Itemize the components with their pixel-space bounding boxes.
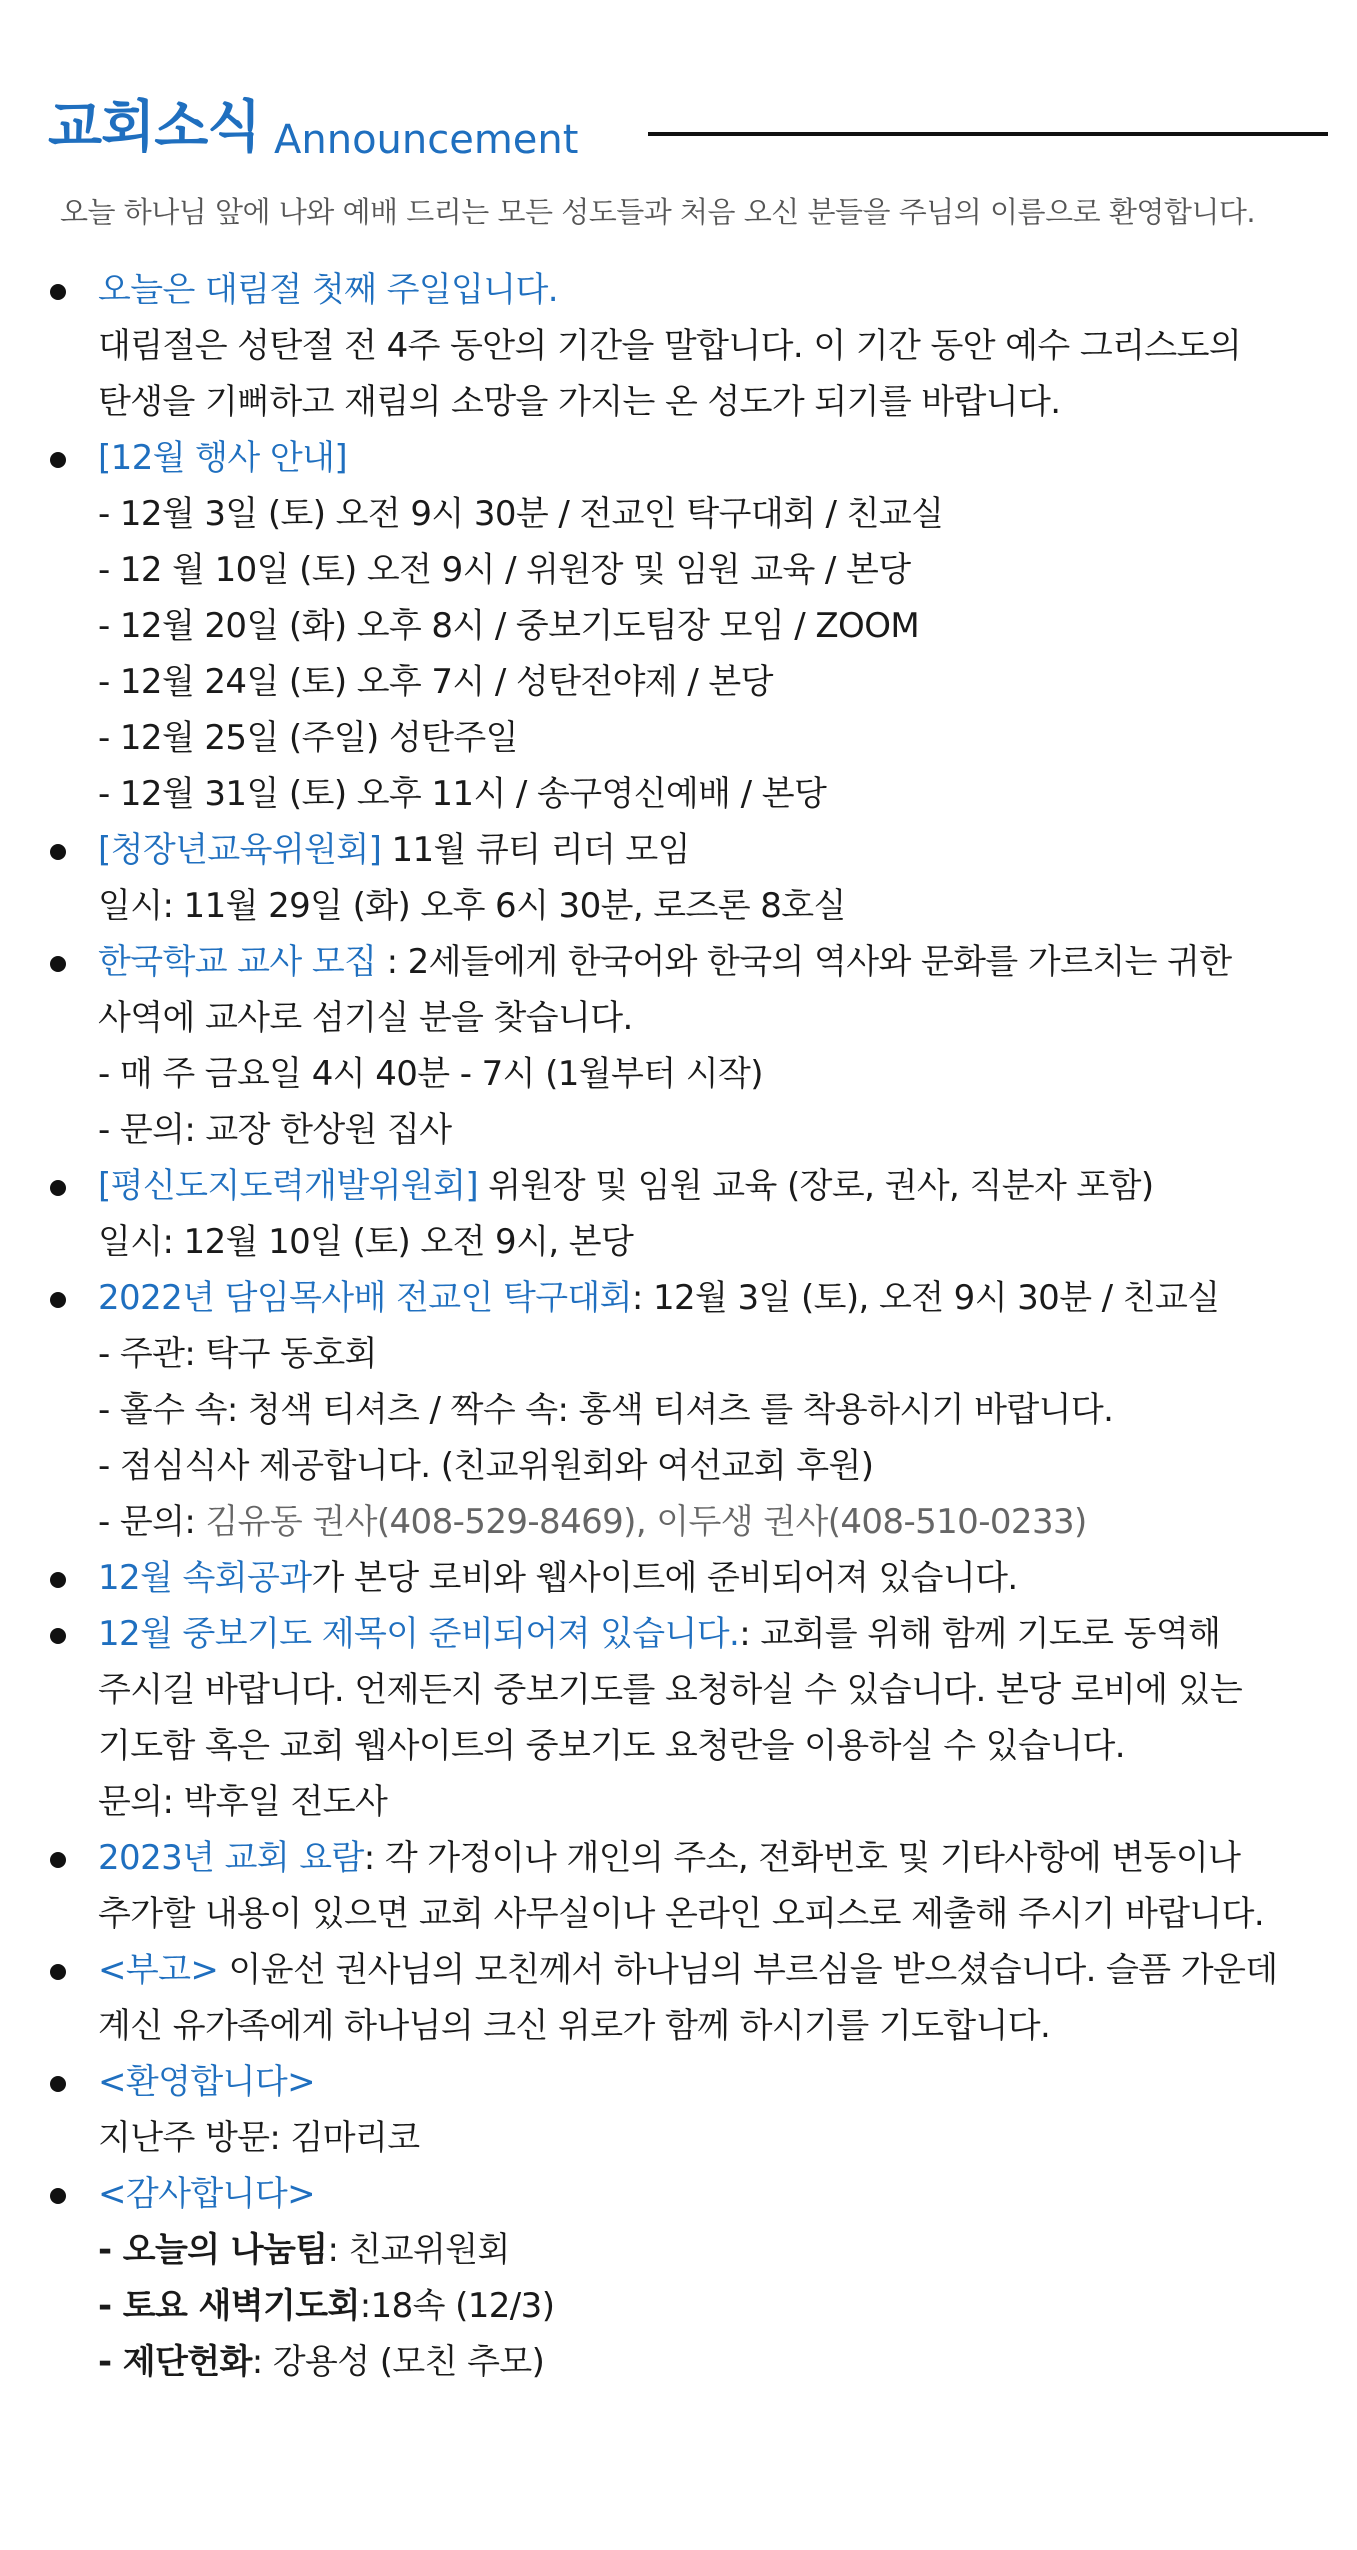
- item-text: 추가할 내용이 있으면 교회 사무실이나 온라인 오피스로 제출해 주시기 바랍니다.: [98, 1894, 1265, 1934]
- item-heading-rest: : 12월 3일 (토), 오전 9시 30분 / 친교실: [631, 1278, 1220, 1318]
- item-text: 일시: 11월 29일 (화) 오후 6시 30분, 로즈론 8호실: [98, 886, 846, 926]
- list-item-advent: [0, 262, 1318, 430]
- item-heading-rest: : 교회를 위해 함께 기도로 동역해: [739, 1614, 1221, 1654]
- item-text: 사역에 교사로 섬기실 분을 찾습니다.: [98, 998, 633, 1038]
- item-text: 일시: 12월 10일 (토) 오전 9시, 본당: [98, 1222, 634, 1262]
- item-text: - 매 주 금요일 4시 40분 - 7시 (1월부터 시작): [98, 1054, 763, 1094]
- event-line: - 12 월 10일 (토) 오전 9시 / 위원장 및 임원 교육 / 본당: [98, 550, 911, 590]
- bullet-icon: [50, 2076, 66, 2092]
- page-title: 교회소식: [48, 95, 261, 160]
- bullet-icon: [50, 1852, 66, 1868]
- event-line: - 12월 3일 (토) 오전 9시 30분 / 전교인 탁구대회 / 친교실: [98, 494, 944, 534]
- bullet-icon: [50, 2188, 66, 2204]
- list-item-class-lesson: [0, 1550, 1318, 1606]
- bullet-icon: [50, 452, 66, 468]
- thanks-label: - 제단헌화: [98, 2342, 252, 2382]
- item-text: 대림절은 성탄절 전 4주 동안의 기간을 말합니다. 이 기간 동안 예수 그리스도의: [98, 326, 1242, 366]
- thanks-value: : 강용성 (모친 추모): [251, 2342, 545, 2382]
- thanks-value: : 친교위원회: [327, 2230, 510, 2270]
- item-text: - 점심식사 제공합니다. (친교위원회와 여선교회 후원): [98, 1446, 874, 1486]
- thanks-label: - 오늘의 나눔팀: [98, 2230, 328, 2270]
- item-text: 지난주 방문: 김마리코: [98, 2118, 420, 2158]
- item-heading: 2023년 교회 요람: [98, 1838, 364, 1878]
- bullet-icon: [50, 284, 66, 300]
- bullet-icon: [50, 1180, 66, 1196]
- event-line: - 12월 24일 (토) 오후 7시 / 성탄전야제 / 본당: [98, 662, 773, 702]
- contact-value: 김유동 권사(408-529-8469), 이두생 권사(408-510-0233): [205, 1502, 1087, 1542]
- list-item-korean-school: [0, 934, 1318, 1158]
- thanks-value: :18속 (12/3): [359, 2286, 555, 2326]
- item-heading: <환영합니다>: [98, 2062, 315, 2102]
- item-text: 계신 유가족에게 하나님의 크신 위로가 함께 하시기를 기도합니다.: [98, 2006, 1051, 2046]
- list-item-welcome: [0, 2054, 1318, 2166]
- title-divider: [648, 132, 1328, 136]
- page-subtitle: Announcement: [274, 117, 579, 163]
- item-text: 주시길 바랍니다. 언제든지 중보기도를 요청하실 수 있습니다. 본당 로비에 있는: [98, 1670, 1243, 1710]
- bullet-icon: [50, 1628, 66, 1644]
- item-text: 기도함 혹은 교회 웹사이트의 중보기도 요청란을 이용하실 수 있습니다.: [98, 1726, 1125, 1766]
- bullet-icon: [50, 1572, 66, 1588]
- item-heading: <감사합니다>: [98, 2174, 315, 2214]
- list-item-young-adult-education: [0, 822, 1318, 934]
- item-heading: 한국학교 교사 모집: [98, 942, 377, 982]
- item-heading-rest: 이윤선 권사님의 모친께서 하나님의 부르심을 받으셨습니다. 슬픔 가운데: [218, 1950, 1278, 1990]
- item-heading-rest: : 2세들에게 한국어와 한국의 역사와 문화를 가르치는 귀한: [376, 942, 1232, 982]
- event-line: - 12월 31일 (토) 오후 11시 / 송구영신예배 / 본당: [98, 774, 827, 814]
- item-heading-rest: 11월 큐티 리더 모임: [381, 830, 690, 870]
- item-text: 문의: 박후일 전도사: [98, 1782, 388, 1822]
- welcome-intro: 오늘 하나님 앞에 나와 예배 드리는 모든 성도들과 처음 오신 분들을 주님의 이름으로 환영합니다.: [60, 195, 1256, 229]
- event-line: - 12월 20일 (화) 오후 8시 / 중보기도팀장 모임 / ZOOM: [98, 606, 920, 646]
- item-heading: 오늘은 대림절 첫째 주일입니다.: [98, 270, 559, 310]
- announcement-list: [0, 262, 1357, 2390]
- event-line: - 12월 25일 (주일) 성탄주일: [98, 718, 518, 758]
- list-item-december-events: [0, 430, 1318, 822]
- bullet-icon: [50, 956, 66, 972]
- header: [48, 88, 1328, 168]
- bullet-icon: [50, 844, 66, 860]
- list-item-thanks: [0, 2166, 1318, 2390]
- list-item-lay-leadership: [0, 1158, 1318, 1270]
- item-heading: 12월 중보기도 제목이 준비되어져 있습니다.: [98, 1614, 740, 1654]
- thanks-label: - 토요 새벽기도회: [98, 2286, 360, 2326]
- item-heading: [청장년교육위원회]: [98, 830, 382, 870]
- bullet-icon: [50, 1964, 66, 1980]
- list-item-obituary: [0, 1942, 1318, 2054]
- item-text: 탄생을 기뻐하고 재림의 소망을 가지는 온 성도가 되기를 바랍니다.: [98, 382, 1061, 422]
- item-heading: 12월 속회공과: [98, 1558, 312, 1598]
- item-text: - 홀수 속: 청색 티셔츠 / 짝수 속: 홍색 티셔츠 를 착용하시기 바랍니다.: [98, 1390, 1114, 1430]
- list-item-table-tennis: [0, 1270, 1318, 1550]
- item-heading-rest: 가 본당 로비와 웹사이트에 준비되어져 있습니다.: [311, 1558, 1018, 1598]
- item-heading: [평신도지도력개발위원회]: [98, 1166, 479, 1206]
- item-text: - 문의: 교장 한상원 집사: [98, 1110, 452, 1150]
- item-heading: [12월 행사 안내]: [98, 438, 348, 478]
- item-heading: 2022년 담임목사배 전교인 탁구대회: [98, 1278, 632, 1318]
- bullet-icon: [50, 1292, 66, 1308]
- list-item-church-directory: [0, 1830, 1318, 1942]
- contact-label: - 문의:: [98, 1502, 206, 1542]
- item-heading: <부고>: [98, 1950, 219, 1990]
- item-heading-rest: : 각 가정이나 개인의 주소, 전화번호 및 기타사항에 변동이나: [363, 1838, 1241, 1878]
- list-item-intercessory-prayer: [0, 1606, 1318, 1830]
- item-heading-rest: 위원장 및 임원 교육 (장로, 권사, 직분자 포함): [478, 1166, 1154, 1206]
- item-text: - 주관: 탁구 동호회: [98, 1334, 377, 1374]
